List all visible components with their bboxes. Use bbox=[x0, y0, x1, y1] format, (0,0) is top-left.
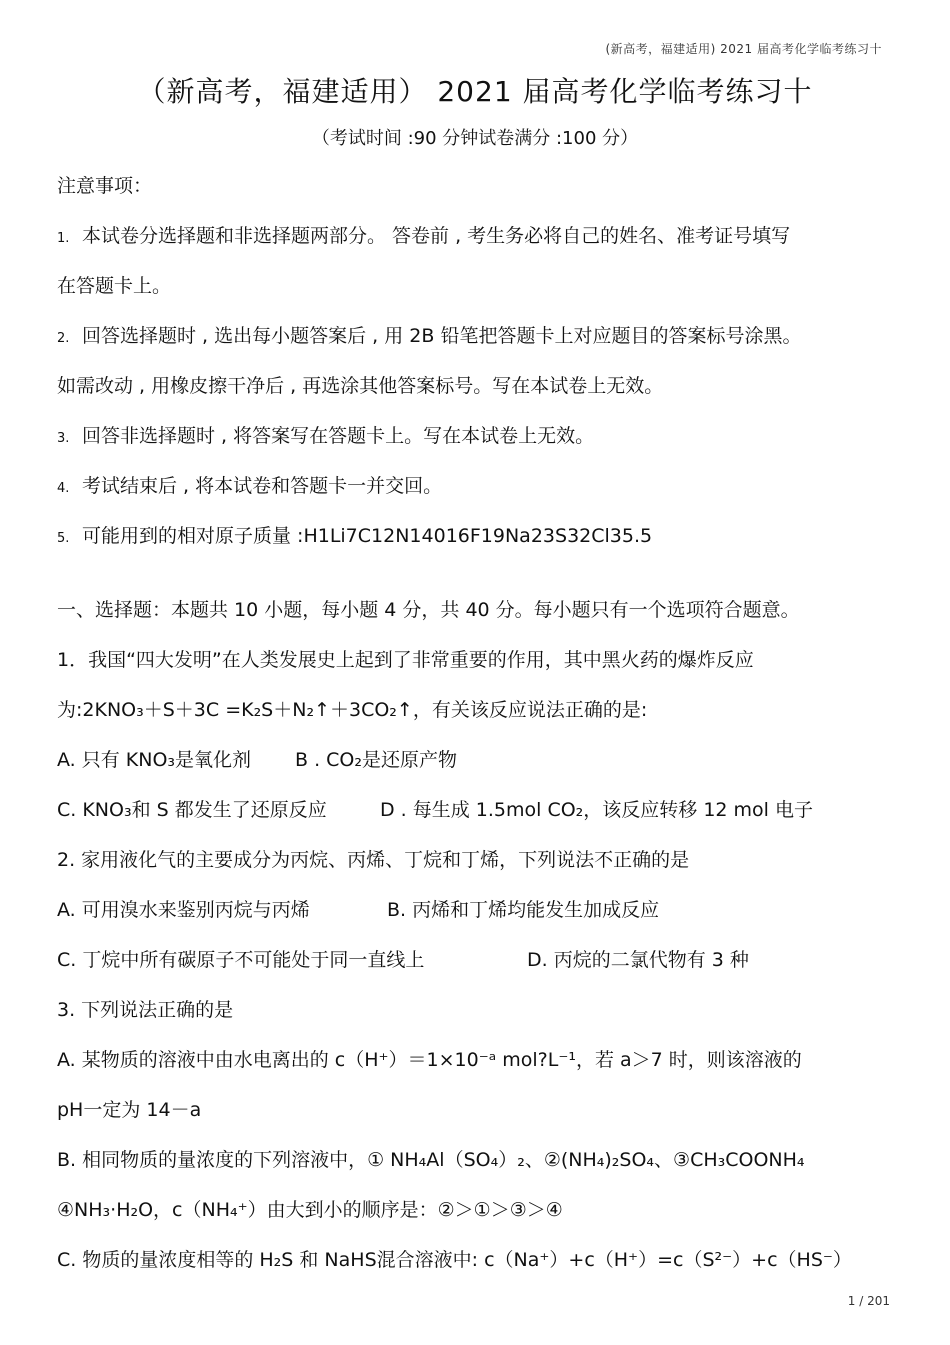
question-2-option-b: B. 丙烯和丁烯均能发生加成反应 bbox=[387, 899, 660, 921]
running-header: (新高考，福建适用) 2021 届高考化学临考练习十 bbox=[605, 42, 882, 56]
notice-item-3 bbox=[57, 424, 594, 451]
question-3-option-a-cont: pH一定为 14－a bbox=[57, 1099, 202, 1121]
question-1-option-c: C. KNO₃和 S 都发生了还原反应 bbox=[57, 799, 327, 821]
question-1-option-b: B . CO₂是还原产物 bbox=[295, 749, 457, 771]
question-2-option-c: C. 丁烷中所有碳原子不可能处于同一直线上 bbox=[57, 949, 425, 971]
page-number: 1 / 201 bbox=[847, 1294, 890, 1308]
notice-item-2 bbox=[57, 324, 801, 351]
question-1-option-d: D . 每生成 1.5mol CO₂，该反应转移 12 mol 电子 bbox=[380, 799, 814, 821]
question-1-option-a: A. 只有 KNO₃是氧化剂 bbox=[57, 749, 252, 771]
notice-item-number: 5. bbox=[57, 531, 70, 546]
question-1-stem-cont: 为:2KNO₃＋S＋3C =K₂S＋N₂↑＋3CO₂↑，有关该反应说法正确的是: bbox=[57, 699, 648, 721]
notice-item-4 bbox=[57, 474, 442, 501]
notice-item-text: 本试卷分选择题和非选择题两部分。 答卷前 , 考生务必将自己的姓名、准考证号填写 bbox=[82, 225, 791, 247]
page-title: （新高考，福建适用） 2021 届高考化学临考练习十 bbox=[137, 75, 813, 108]
notice-item-number: 4. bbox=[57, 481, 70, 496]
question-2-stem: 2. 家用液化气的主要成分为丙烷、丙烯、丁烷和丁烯，下列说法不正确的是 bbox=[57, 849, 690, 871]
notice-item-text: 回答非选择题时 , 将答案写在答题卡上。写在本试卷上无效。 bbox=[82, 425, 595, 447]
notice-item-number: 1. bbox=[57, 231, 70, 246]
notice-heading: 注意事项： bbox=[57, 175, 153, 197]
question-1-stem: 1．我国“四大发明”在人类发展史上起到了非常重要的作用，其中黑火药的爆炸反应 bbox=[57, 649, 754, 671]
section-heading: 一、选择题：本题共 10 小题，每小题 4 分，共 40 分。每小题只有一个选项符合题意。 bbox=[57, 599, 800, 621]
notice-item-number: 2. bbox=[57, 331, 70, 346]
notice-item-1-cont: 在答题卡上。 bbox=[57, 275, 172, 297]
question-3-option-b: B. 相同物质的量浓度的下列溶液中，① NH₄Al（SO₄）₂、②(NH₄)₂SO₄、③CH₃COONH₄ bbox=[57, 1149, 805, 1171]
notice-item-2-cont: 如需改动 , 用橡皮擦干净后 , 再选涂其他答案标号。写在本试卷上无效。 bbox=[57, 375, 664, 397]
question-3-option-b-cont: ④NH₃·H₂O，c（NH₄⁺）由大到小的顺序是：②＞①＞③＞④ bbox=[57, 1199, 563, 1221]
notice-item-text: 可能用到的相对原子质量 :H1Li7C12N14016F19Na23S32Cl35.5 bbox=[82, 525, 653, 547]
question-3-option-c: C. 物质的量浓度相等的 H₂S 和 NaHS混合溶液中: c（Na⁺）+c（H⁺）=c（S²⁻）+c（HS⁻） bbox=[57, 1249, 852, 1271]
question-2-option-a: A. 可用溴水来鉴别丙烷与丙烯 bbox=[57, 899, 310, 921]
notice-item-5 bbox=[57, 524, 652, 551]
page-subtitle: （考试时间 :90 分钟试卷满分 :100 分） bbox=[311, 128, 639, 149]
question-3-option-a: A. 某物质的溶液中由水电离出的 c（H⁺）＝1×10⁻ᵃ mol?L⁻¹，若 a＞7 时，则该溶液的 bbox=[57, 1049, 802, 1071]
question-2-option-d: D. 丙烷的二氯代物有 3 种 bbox=[527, 949, 749, 971]
notice-item-text: 考试结束后 , 将本试卷和答题卡一并交回。 bbox=[82, 475, 443, 497]
question-3-stem: 3. 下列说法正确的是 bbox=[57, 999, 234, 1021]
notice-item-1 bbox=[57, 224, 790, 251]
notice-item-number: 3. bbox=[57, 431, 70, 446]
notice-item-text: 回答选择题时 , 选出每小题答案后 , 用 2B 铅笔把答题卡上对应题目的答案标号涂黑。 bbox=[82, 325, 802, 347]
